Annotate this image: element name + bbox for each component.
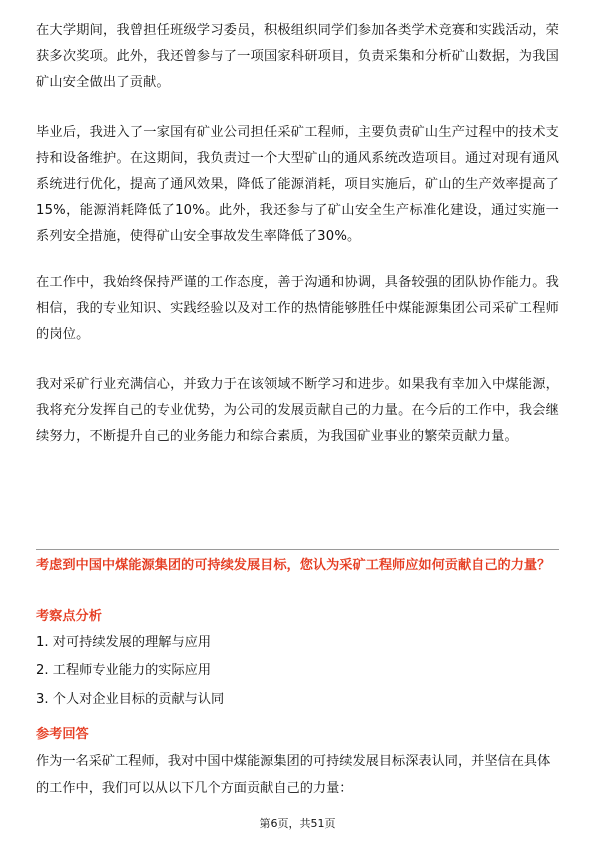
answer-heading: 参考回答 (36, 727, 89, 742)
answer-text: 作为一名采矿工程师，我对中国中煤能源集团的可持续发展目标深表认同，并坚信在具体的工作中，我们可以从以下几个方面贡献自己的力量： (36, 754, 551, 796)
analysis-point: 3. 个人对企业目标的贡献与认同 (36, 692, 225, 707)
analysis-heading: 考察点分析 (36, 609, 102, 624)
analysis-point: 1. 对可持续发展的理解与应用 (36, 635, 212, 650)
page-number: 第6页，共51页 (259, 817, 336, 830)
analysis-point: 2. 工程师专业能力的实际应用 (36, 663, 212, 678)
resume-body (36, 18, 559, 450)
section-divider (36, 549, 559, 550)
paragraph-commitment: 我对采矿行业充满信心，并致力于在该领域不断学习和进步。如果我有幸加入中煤能源，我将充分发挥自己的专业优势，为公司的发展贡献自己的力量。在今后的工作中，我会继续努力，不断提升自己的业务能力和综合素质，为我国矿业事业的繁荣贡献力量。 (36, 377, 559, 444)
paragraph-career: 毕业后，我进入了一家国有矿业公司担任采矿工程师，主要负责矿山生产过程中的技术支持和设备维护。在这期间，我负责过一个大型矿山的通风系统改造项目。通过对现有通风系统进行优化，提高了通风效果，降低了能源消耗，项目实施后，矿山的生产效率提高了15%，能源消耗降低了10%。此外，我还参与了矿山安全生产标准化建设，通过实施一系列安全措施，使得矿山安全事故发生率降低了30%。 (36, 125, 559, 244)
interview-question: 考虑到中国中煤能源集团的可持续发展目标，您认为采矿工程师应如何贡献自己的力量？ (36, 558, 551, 573)
paragraph-university: 在大学期间，我曾担任班级学习委员，积极组织同学们参加各类学术竞赛和实践活动，荣获多次奖项。此外，我还曾参与了一项国家科研项目，负责采集和分析矿山数据，为我国矿山安全做出了贡献。 (36, 23, 559, 90)
paragraph-attitude: 在工作中，我始终保持严谨的工作态度，善于沟通和协调，具备较强的团队协作能力。我相信，我的专业知识、实践经验以及对工作的热情能够胜任中煤能源集团公司采矿工程师的岗位。 (36, 275, 559, 342)
